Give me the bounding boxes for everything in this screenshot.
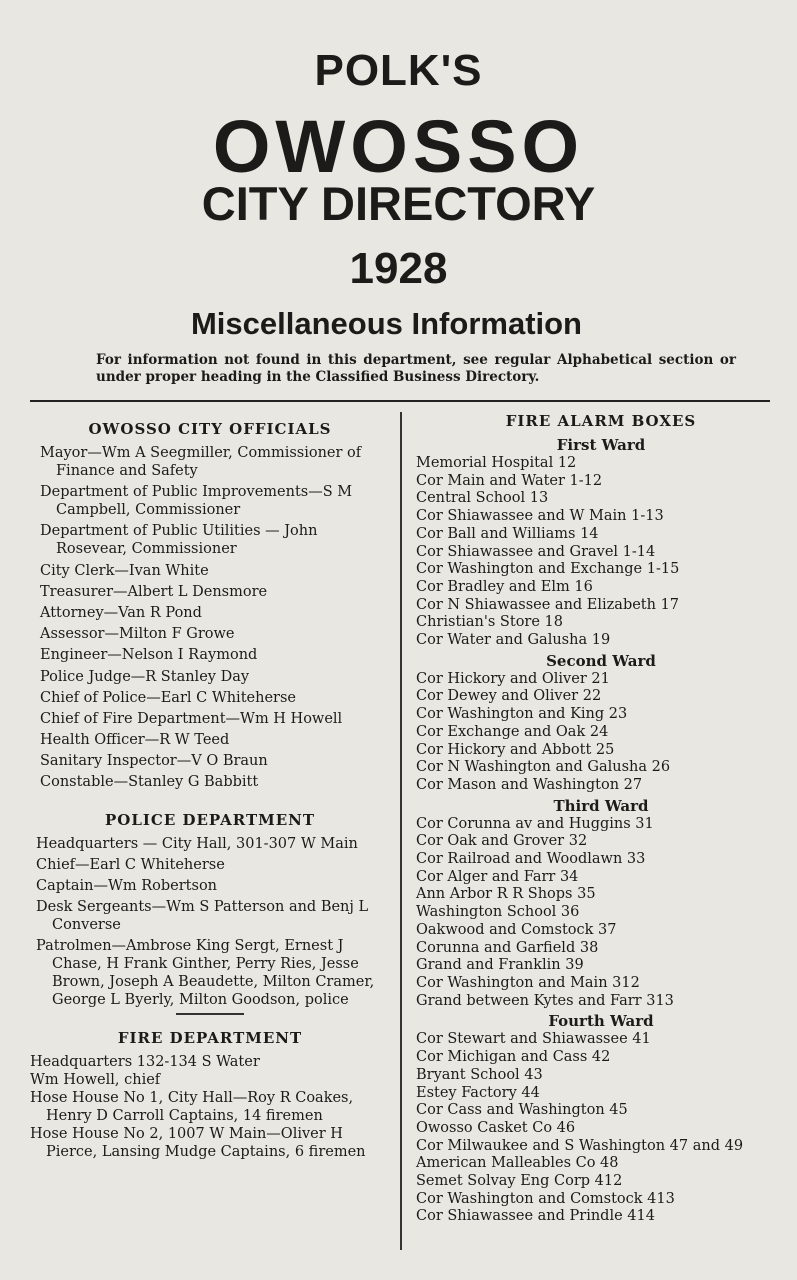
alarm-box-entry: Cor Hickory and Abbott 25 xyxy=(416,741,615,758)
alarm-box-entry: Christian's Store 18 xyxy=(416,614,563,631)
official-entry: City Clerk—Ivan White xyxy=(40,562,209,579)
fire-entry: Wm Howell, chief xyxy=(30,1071,161,1088)
alarm-box-entry: Cor Alger and Farr 34 xyxy=(416,868,579,885)
publisher-name: POLK'S xyxy=(314,46,483,95)
alarm-wards xyxy=(416,436,786,1226)
official-entry: Attorney—Van R Pond xyxy=(40,604,202,621)
official-entry: Mayor—Wm A Seegmiller, Commissioner of Finance and Safety xyxy=(40,445,362,479)
police-entry: Patrolmen—Ambrose King Sergt, Ernest J Chase, H Frank Ginther, Perry Ries, Jesse Brown, Joseph A Beaudette, Milton Cramer, George L Byerly, Milton Goodson, police xyxy=(36,938,375,1009)
alarm-box-entry: Cor Railroad and Woodlawn 33 xyxy=(416,851,646,868)
official-entry: Department of Public Improvements—S M Campbell, Commissioner xyxy=(40,484,353,519)
alarm-box-entry: Owosso Casket Co 46 xyxy=(416,1119,576,1136)
alarm-box-entry: Cor Corunna av and Huggins 31 xyxy=(416,815,654,832)
alarm-box-entry: Cor Dewey and Oliver 22 xyxy=(416,688,602,705)
section-title: Miscellaneous Information xyxy=(190,306,582,341)
alarm-box-entry: Ann Arbor R R Shops 35 xyxy=(416,886,596,903)
official-entry: Department of Public Utilities — John Rosevear, Commissioner xyxy=(40,523,318,558)
alarm-box-entry: Cor N Shiawassee and Elizabeth 17 xyxy=(416,596,680,613)
fire-entry: Hose House No 1, City Hall—Roy R Coakes, Henry D Carroll Captains, 14 firemen xyxy=(30,1089,354,1124)
alarm-box-entry: Cor Stewart and Shiawassee 41 xyxy=(416,1031,651,1048)
alarm-box-entry: Corunna and Garfield 38 xyxy=(416,939,599,956)
alarm-box-entry: Washington School 36 xyxy=(416,904,580,921)
ward-title: Second Ward xyxy=(546,651,656,670)
alarm-title: FIRE ALARM BOXES xyxy=(505,412,697,430)
alarm-box-entry: Cor Main and Water 1-12 xyxy=(416,472,603,489)
alarm-box-entry: Central School 13 xyxy=(416,490,549,507)
alarm-box-entry: Cor Michigan and Cass 42 xyxy=(416,1049,611,1066)
officials-list xyxy=(32,444,388,791)
official-entry: Sanitary Inspector—V O Braun xyxy=(40,753,268,770)
fire-title: FIRE DEPARTMENT xyxy=(117,1028,303,1047)
alarm-box-entry: Cor Washington and Main 312 xyxy=(416,974,640,991)
alarm-box-entry: Grand and Franklin 39 xyxy=(416,957,584,974)
official-entry: Treasurer—Albert L Densmore xyxy=(40,583,268,600)
directory-year: 1928 xyxy=(349,244,448,293)
alarm-box-entry: Cor Mason and Washington 27 xyxy=(416,776,643,793)
alarm-box-entry: Cor Exchange and Oak 24 xyxy=(416,723,609,740)
alarm-box-entry: Cor Washington and Comstock 413 xyxy=(416,1190,675,1207)
fire-entry: Hose House No 2, 1007 W Main—Oliver H Pierce, Lansing Mudge Captains, 6 firemen xyxy=(30,1125,366,1160)
alarm-box-entry: Oakwood and Comstock 37 xyxy=(416,921,617,938)
alarm-box-entry: Cor Bradley and Elm 16 xyxy=(416,578,593,595)
police-section xyxy=(32,811,388,1010)
directory-title: CITY DIRECTORY xyxy=(201,177,596,230)
official-entry: Constable—Stanley G Babbitt xyxy=(40,774,259,791)
police-entry: Desk Sergeants—Wm S Patterson and Benj L Converse xyxy=(36,899,369,934)
official-entry: Chief of Fire Department—Wm H Howell xyxy=(40,710,343,727)
alarm-box-entry: Cor Ball and Williams 14 xyxy=(416,525,599,542)
right-column xyxy=(416,410,786,1226)
alarm-box-entry: American Malleables Co 48 xyxy=(416,1155,619,1172)
police-entry: Captain—Wm Robertson xyxy=(36,878,218,894)
fire-section xyxy=(32,1029,388,1161)
alarm-box-entry: Grand between Kytes and Farr 313 xyxy=(416,992,674,1009)
ward-group xyxy=(416,1012,786,1226)
officials-title: OWOSSO CITY OFFICIALS xyxy=(88,420,332,438)
official-entry: Chief of Police—Earl C Whiteherse xyxy=(40,689,296,706)
fire-entry: Headquarters 132-134 S Water xyxy=(30,1053,260,1070)
ward-title: First Ward xyxy=(556,436,646,454)
alarm-box-entry: Memorial Hospital 12 xyxy=(416,455,577,471)
alarm-box-entry: Cor Cass and Washington 45 xyxy=(416,1102,628,1119)
alarm-box-entry: Cor Hickory and Oliver 21 xyxy=(416,670,610,687)
section-rule xyxy=(176,1013,244,1015)
official-entry: Health Officer—R W Teed xyxy=(40,732,230,749)
intro-note: For information not found in this department, see regular Alphabetical section or under proper heading in the Classified Business Directory. xyxy=(96,352,736,385)
fire-list xyxy=(32,1053,388,1161)
column-divider xyxy=(400,412,402,1250)
alarm-box-entry: Estey Factory 44 xyxy=(416,1084,540,1101)
alarm-box-entry: Cor Washington and King 23 xyxy=(416,706,628,723)
officials-section xyxy=(32,420,388,791)
alarm-box-entry: Semet Solvay Eng Corp 412 xyxy=(416,1173,623,1190)
official-entry: Assessor—Milton F Growe xyxy=(40,626,235,643)
police-entry: Chief—Earl C Whiteherse xyxy=(36,856,225,873)
header-rule xyxy=(30,400,770,402)
alarm-box-entry: Cor Shiawassee and W Main 1-13 xyxy=(416,508,664,525)
alarm-box-entry: Cor Shiawassee and Prindle 414 xyxy=(416,1208,655,1225)
ward-title: Third Ward xyxy=(553,796,649,815)
ward-group xyxy=(416,436,786,650)
police-entry: Headquarters — City Hall, 301-307 W Main xyxy=(36,835,358,852)
official-entry: Engineer—Nelson I Raymond xyxy=(40,647,258,664)
ward-group xyxy=(416,797,786,1011)
police-title: POLICE DEPARTMENT xyxy=(104,810,316,829)
police-list xyxy=(32,835,388,1010)
alarm-box-entry: Cor Oak and Grover 32 xyxy=(416,833,588,850)
ward-title: Fourth Ward xyxy=(548,1012,654,1031)
alarm-box-entry: Cor N Washington and Galusha 26 xyxy=(416,759,671,776)
official-entry: Police Judge—R Stanley Day xyxy=(40,668,250,685)
alarm-box-entry: Cor Washington and Exchange 1-15 xyxy=(416,561,680,578)
left-column xyxy=(32,418,388,1161)
ward-group xyxy=(416,652,786,795)
alarm-box-entry: Bryant School 43 xyxy=(416,1066,543,1083)
alarm-box-entry: Cor Water and Galusha 19 xyxy=(416,632,611,649)
alarm-box-entry: Cor Shiawassee and Gravel 1-14 xyxy=(416,543,656,560)
city-name: OWOSSO xyxy=(212,105,585,188)
alarm-box-entry: Cor Milwaukee and S Washington 47 and 49 xyxy=(416,1137,744,1154)
